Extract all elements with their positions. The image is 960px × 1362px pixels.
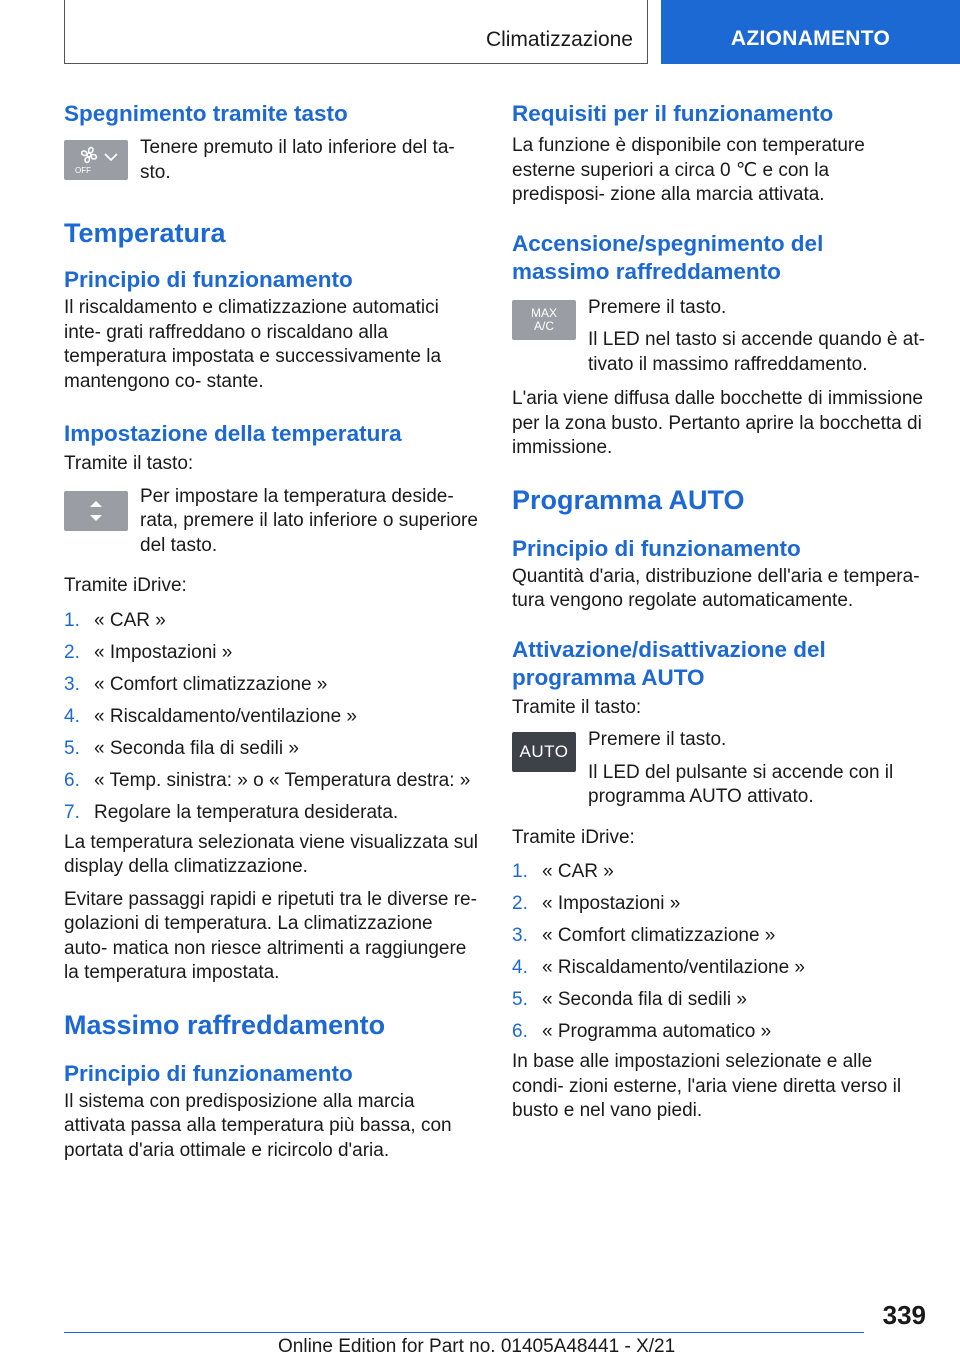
- auto-text-1: Premere il tasto.: [588, 729, 727, 750]
- heading-temperatura: Temperatura: [64, 218, 226, 248]
- max-ac-icon: MAX A/C: [512, 300, 576, 340]
- list-item: 1. « CAR »: [512, 861, 614, 882]
- list-item: 3. « Comfort climatizzazione »: [512, 925, 776, 946]
- up-down-arrows-icon: [64, 491, 128, 531]
- heading-accensione: Accensione/spegnimento del massimo raffreddamento: [512, 230, 824, 284]
- auto-block: [512, 728, 926, 810]
- idrive-steps-right: [512, 856, 926, 1048]
- heading-principio-3: Principio di funzionamento: [512, 535, 801, 561]
- right-column: [512, 100, 926, 1124]
- list-item: 4. « Riscaldamento/ventilazione »: [512, 957, 805, 978]
- list-item: 6. « Programma automatico »: [512, 1021, 772, 1042]
- tramite-idrive-label-right: Tramite iDrive:: [512, 826, 635, 848]
- heading-attivazione: Attivazione/disattivazione del programma AUTO: [512, 636, 826, 690]
- left-column: [64, 100, 478, 1163]
- chapter-tab: AZIONAMENTO: [661, 0, 960, 64]
- page-number: 339: [882, 1300, 926, 1330]
- footer-divider: [64, 1332, 864, 1333]
- after-text-1: La temperatura selezionata viene visualizzata sul display della climatizzazione.: [64, 831, 479, 877]
- fan-off-block: [64, 136, 478, 196]
- auto-text-2: Il LED del pulsante si accende con il programma AUTO attivato.: [588, 761, 894, 807]
- list-item: 7. Regolare la temperatura desiderata.: [64, 801, 399, 823]
- heading-principio-2: Principio di funzionamento: [64, 1060, 353, 1086]
- principio-2-text: Il sistema con predisposizione alla marcia attivata passa alla temperatura più bassa, con portata d'aria ottimale e ricircolo d'aria.: [64, 1090, 452, 1161]
- list-item: 3. « Comfort climatizzazione »: [64, 673, 328, 695]
- impostazione-text: Per impostare la temperatura deside- rata, premere il lato inferiore o superiore del tasto.: [140, 485, 478, 556]
- heading-spegnimento: Spegnimento tramite tasto: [64, 101, 348, 126]
- edition-footer: Online Edition for Part no. 01405A48441 - X/21: [278, 1336, 676, 1357]
- max-ac-block: [512, 296, 926, 378]
- fan-off-icon: [64, 140, 128, 180]
- tramite-idrive-label: Tramite iDrive:: [64, 575, 187, 596]
- heading-programma: Programma AUTO: [512, 484, 745, 515]
- max-ac-text-1: Premere il tasto.: [588, 296, 727, 318]
- list-item: 6. « Temp. sinistra: » o « Temperatura destra: »: [64, 769, 471, 791]
- temp-button-block: [64, 485, 478, 559]
- heading-impostazione: Impostazione della temperatura: [64, 421, 402, 446]
- idrive-steps-left: [64, 605, 478, 829]
- final-text: In base alle impostazioni selezionate e alle condi- zioni esterne, l'aria viene diretta verso il busto e nel vano piedi.: [512, 1051, 902, 1121]
- list-item: 4. « Riscaldamento/ventilazione »: [64, 705, 357, 727]
- requisiti-text: La funzione è disponibile con temperature esterne superiori a circa 0 ℃ e con la predisposi- zione alla marcia attivata.: [512, 135, 865, 205]
- list-item: 5. « Seconda fila di sedili »: [512, 989, 747, 1010]
- auto-button-icon: AUTO: [512, 732, 576, 772]
- section-title: Climatizzazione: [485, 28, 633, 51]
- svg-text:OFF: OFF: [75, 166, 91, 175]
- max-ac-text-2: Il LED nel tasto si accende quando è at- tivato il massimo raffreddamento.: [588, 329, 925, 375]
- principio-1-text: Il riscaldamento e climatizzazione automatici inte- grati raffreddano o riscaldano alla temperatura impostata e successivamente la mantengono co- stante.: [64, 297, 442, 392]
- header-frame: [64, 0, 648, 64]
- tramite-tasto-label-right: Tramite il tasto:: [512, 696, 642, 718]
- heading-massimo: Massimo raffreddamento: [64, 1009, 386, 1040]
- page-header: [0, 0, 960, 66]
- list-item: 2. « Impostazioni »: [512, 893, 681, 914]
- list-item: 1. « CAR »: [64, 609, 166, 631]
- heading-principio-1: Principio di funzionamento: [64, 267, 353, 292]
- principio-3-text: Quantità d'aria, distribuzione dell'aria e tempera- tura vengono regolate automaticamente.: [512, 565, 920, 611]
- aria-text: L'aria viene diffusa dalle bocchette di immissione per la zona busto. Pertanto aprire la bocchetta di immissione.: [512, 388, 923, 458]
- list-item: 5. « Seconda fila di sedili »: [64, 737, 299, 759]
- spegnimento-text: Tenere premuto il lato inferiore del ta- sto.: [140, 137, 455, 183]
- after-text-2: Evitare passaggi rapidi e ripetuti tra le diverse re- golazioni di temperatura. La climatizzazione auto- matica non riesce altrimenti a raggiungere la temperatura impostata.: [64, 888, 477, 983]
- tramite-tasto-label: Tramite il tasto:: [64, 453, 194, 474]
- list-item: 2. « Impostazioni »: [64, 641, 233, 663]
- heading-requisiti: Requisiti per il funzionamento: [512, 101, 834, 126]
